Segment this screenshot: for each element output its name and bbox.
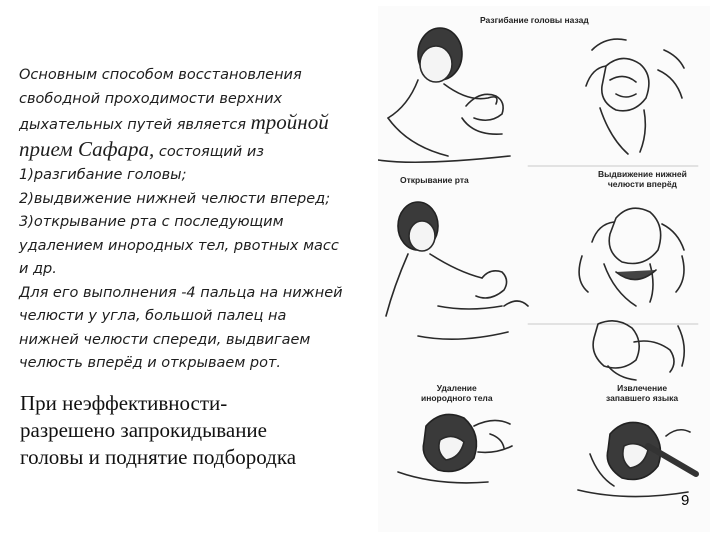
step-item: 2)выдвижение нижней челюсти вперед;	[19, 190, 331, 207]
text-fragment: дыхательных путей является	[19, 117, 251, 133]
jaw-thrust-side-drawing	[593, 321, 684, 380]
illustration-drawings	[378, 6, 710, 532]
rescuer-head-tilt-drawing	[378, 28, 510, 162]
label-jaw-thrust	[598, 169, 687, 189]
method-line: нижней челюсти спереди, выдвигаем	[19, 331, 311, 348]
step-item: 1)разгибание головы;	[19, 167, 187, 183]
main-paragraph	[19, 64, 381, 376]
text-fragment: состоящий из	[154, 143, 264, 160]
mouth-opening-drawing	[386, 202, 528, 339]
emphasis-safar: прием Сафара,	[19, 136, 155, 161]
text-line: Основным способом восстановления	[19, 67, 302, 83]
label-jaw-thrust-line: челюсти вперёд	[607, 179, 677, 189]
label-foreign-body-line: инородного тела	[421, 393, 493, 403]
note-line: головы и поднятие подбородка	[20, 445, 297, 469]
method-line: челюсти у угла, большой палец на	[19, 308, 287, 324]
head-extension-drawing	[586, 39, 684, 154]
step-item: и др.	[19, 261, 57, 277]
label-tongue-line: Извлечение	[617, 383, 668, 393]
label-mouth-open: Открывание рта	[400, 175, 469, 185]
jaw-thrust-drawing	[579, 208, 684, 306]
tongue-removal-drawing	[578, 422, 696, 496]
label-tongue-line: запавшего языка	[606, 393, 679, 403]
note-paragraph	[20, 390, 360, 471]
method-line: челюсть вперёд и открываем рот.	[19, 355, 282, 371]
label-jaw-thrust-line: Выдвижение нижней	[598, 169, 687, 179]
emphasis-triple: тройной	[250, 110, 329, 134]
safar-maneuver-illustration	[378, 6, 710, 532]
label-tongue	[606, 383, 678, 403]
text-line	[19, 111, 381, 138]
note-line: При неэффективности-	[20, 391, 228, 415]
step-item: удалением инородных тел, рвотных масс	[19, 237, 339, 254]
label-foreign-body-line: Удаление	[436, 383, 477, 393]
text-line: свободной проходимости верхних	[19, 90, 283, 107]
page-number: 9	[681, 492, 690, 509]
text-line	[19, 138, 381, 165]
label-foreign-body	[421, 383, 493, 403]
method-line: Для его выполнения -4 пальца на нижней	[19, 284, 343, 301]
note-line: разрешено запрокидывание	[20, 418, 267, 442]
step-item: 3)открывание рта с последующим	[19, 214, 284, 230]
label-head-tilt: Разгибание головы назад	[480, 15, 589, 25]
foreign-body-removal-drawing	[398, 414, 512, 482]
